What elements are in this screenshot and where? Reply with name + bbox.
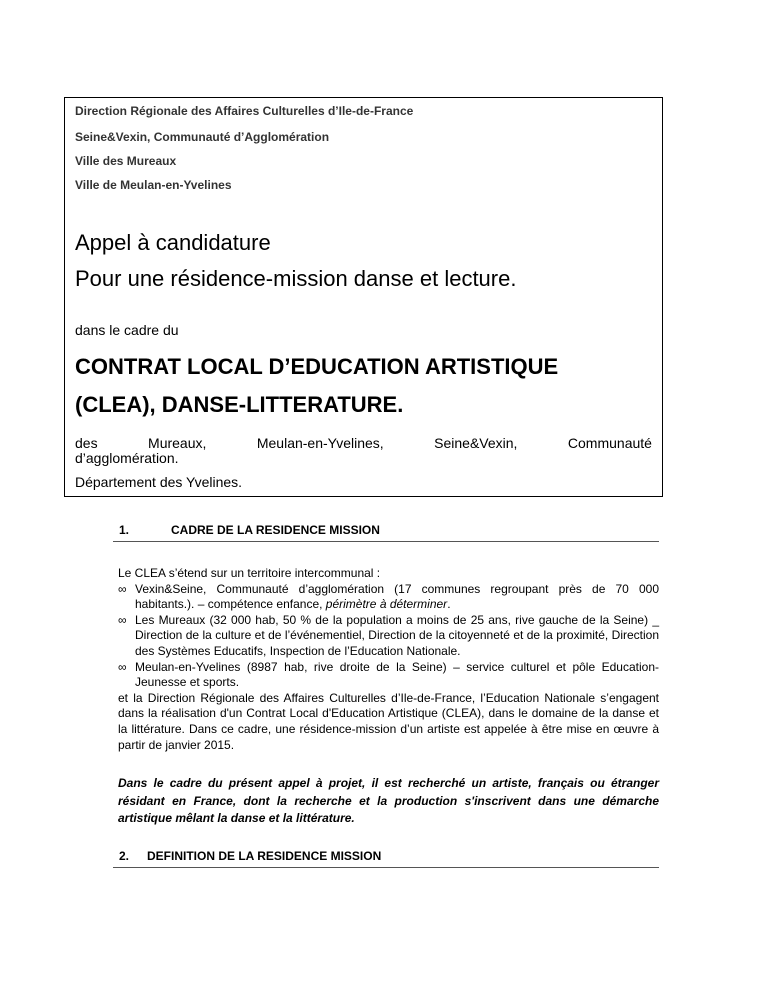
cadre-intro: dans le cadre du (75, 322, 179, 338)
section1-title: CADRE DE LA RESIDENCE MISSION (171, 523, 380, 537)
section1-emphasis: Dans le cadre du présent appel à projet, il est recherché un artiste, français ou étranger résidant en France, dont la recherche et la production s'inscrivent dans une démarche artistique mêlant la danse et la littérature. (118, 776, 659, 825)
partners-word: Communauté (567, 435, 652, 451)
list-item (118, 660, 659, 691)
infinity-bullet-icon: ∞ (118, 612, 127, 627)
bullet-text: Meulan-en-Yvelines (8987 hab, rive droite de la Seine) – service culturel et pôle Education-Jeunesse et sports. (135, 659, 659, 690)
contract-title-line2: (CLEA), DANSE-LITTERATURE. (75, 392, 404, 417)
bullet-italic: périmètre à déterminer (325, 597, 448, 612)
section1-intro: Le CLEA s’étend sur un territoire intercommunal : (118, 566, 381, 580)
list-item (118, 613, 659, 660)
partners-word: Mureaux, (148, 435, 207, 451)
bullet-end: . (447, 597, 451, 612)
section2-number: 2. (119, 849, 130, 863)
organization-meulan: Ville de Meulan-en-Yvelines (75, 178, 232, 192)
partners-line (75, 435, 652, 451)
infinity-bullet-icon: ∞ (118, 581, 127, 596)
appel-subtitle: Pour une résidence-mission danse et lecture. (75, 266, 517, 291)
section2-title: DEFINITION DE LA RESIDENCE MISSION (147, 849, 382, 863)
organization-les-mureaux: Ville des Mureaux (75, 154, 177, 168)
partners-word: des (75, 435, 98, 451)
organization-drac: Direction Régionale des Affaires Culturelles d’Ile-de-France (75, 104, 414, 118)
appel-title: Appel à candidature (75, 230, 271, 255)
organization-seine-vexin: Seine&Vexin, Communauté d’Agglomération (75, 130, 330, 144)
section1-number: 1. (119, 523, 130, 537)
infinity-bullet-icon: ∞ (118, 659, 127, 674)
header-box (64, 97, 663, 497)
partners-word: Meulan-en-Yvelines, (256, 435, 384, 451)
partners-word: Seine&Vexin, (434, 435, 518, 451)
department-line: Département des Yvelines. (75, 474, 243, 490)
bullet-text: Les Mureaux (32 000 hab, 50 % de la population a moins de 25 ans, rive gauche de la Seine) _ Direction de la culture et de l’événementiel, Direction de la citoyenneté et de la proximité, Direction des Systèmes Educatifs, Inspection de l’Education Nationale. (135, 612, 659, 658)
contract-title-line1: CONTRAT LOCAL D’EDUCATION ARTISTIQUE (75, 354, 559, 379)
bullet-text: Vexin&Seine, Communauté d’agglomération (17 communes regroupant près de 70 000 habitants.). – compétence enfance, (135, 581, 659, 612)
section1-body (118, 566, 659, 753)
partners-line2: d’agglomération. (75, 450, 179, 466)
list-item (118, 582, 659, 613)
section2-heading (113, 847, 659, 868)
section1-heading (113, 521, 659, 542)
section1-closing: et la Direction Régionale des Affaires Culturelles d’Ile-de-France, l’Education Nationale s’engagent dans la réalisation d'un Contrat Local d'Education Artistique (CLEA), dans le domaine de la danse et la littérature. Dans ce cadre, une résidence-mission d’un artiste est appelée à être mise en œuvre à partir de janvier 2015. (118, 690, 659, 752)
